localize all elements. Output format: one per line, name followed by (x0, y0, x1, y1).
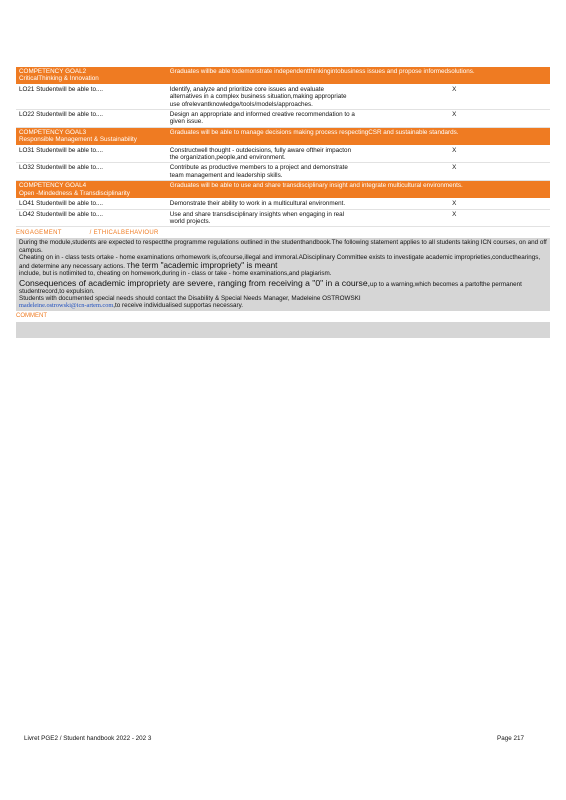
ethics-paragraph-1: During the module,students are expected to respectthe programme regulations outlined in the studenthandbook.The following statement applies to all students taking ICN courses, on and off campus. (19, 239, 547, 254)
ethics-paragraph-3: include, but is notlimited to, cheating on homework,during in - class or take - home examinations,and plagiarism. (19, 270, 332, 278)
comment-box[interactable] (16, 322, 550, 338)
learning-outcome-code: LO32 Studentwill be able to.... (16, 163, 167, 181)
learning-outcome-mark: X (358, 110, 550, 128)
competency-goal-row (16, 67, 550, 84)
page-footer (24, 735, 524, 742)
learning-outcome-text: Use and share transdisciplinary insights when engaging in real world projects. (167, 209, 359, 227)
learning-outcome-code: LO22 Studentwill be able to.... (16, 110, 167, 128)
learning-outcome-mark: X (358, 84, 550, 109)
learning-outcome-text: Constructwell thought - outdecisions, fully aware oftheir impacton the organization,people,and environment. (167, 145, 359, 163)
competency-goal-label (16, 181, 167, 199)
learning-outcome-mark: X (358, 209, 550, 227)
footer-page-number: Page 217 (497, 735, 524, 742)
learning-outcome-row (16, 199, 550, 209)
ethics-consequences-tail: up to a warning,which becomes a partofthe permanent studentrecord,to expulsion. (19, 280, 522, 295)
comment-heading: COMMENT (16, 313, 47, 320)
engagement-heading-label: ENGAGEMENT (16, 230, 62, 237)
learning-outcome-row (16, 163, 550, 181)
competency-goal-name: CriticalThinking & Innovation (19, 75, 99, 83)
learning-outcome-row (16, 209, 550, 227)
ethics-impropriety-definition: he term "academic impropriety" is meant (130, 260, 278, 270)
competency-goal-description: Graduates willbe able todemonstrate independentthinkingintobusiness issues and propose informedsolutions. (167, 67, 550, 84)
learning-outcome-mark: X (358, 145, 550, 163)
learning-outcome-code: LO21 Studentwill be able to.... (16, 84, 167, 109)
footer-document-title: Livret PGE2 / Student handbook 2022 - 202 3 (24, 735, 152, 742)
learning-outcome-row (16, 110, 550, 128)
learning-outcome-code: LO31 Studentwill be able to.... (16, 145, 167, 163)
competency-goal-description: Graduates will be able to manage decisions making process respectingCSR and sustainable standards. (167, 127, 550, 145)
learning-outcome-text: Design an appropriate and informed creative recommendation to a given issue. (167, 110, 359, 128)
learning-outcome-row (16, 145, 550, 163)
competency-goal-number: COMPETENCY GOAL3 (19, 128, 87, 136)
learning-outcome-text: Contribute as productive members to a project and demonstrate team management and leadership skills. (167, 163, 359, 181)
competency-goal-description: Graduates will be able to use and share transdisciplinary insight and integrate multicultural environments. (167, 181, 550, 199)
learning-outcome-text: Demonstrate their ability to work in a multicultural environment. (167, 199, 359, 209)
competency-goal-name: Responsible Management & Sustainability (19, 136, 137, 144)
ethics-paragraph-6 (19, 302, 547, 309)
ethics-paragraph-5: Students with documented special needs should contact the Disability & Special Needs Manager, Madeleine OSTROWSKI (19, 295, 361, 303)
ethics-consequences-text: Consequences of academic impropriety are severe, ranging from receiving a "0" in a course, (19, 277, 370, 288)
learning-outcome-mark: X (358, 199, 550, 209)
learning-outcome-mark: X (358, 163, 550, 181)
ethics-cheating-text: Cheating on in - class tests ortake - home examinations orhomework is,ofcourse,illegal and immoral.ADisciplinary Committee exists to investigate academic improprieties,conducthearings, and determine any necessary actions. T (19, 253, 541, 270)
ethics-statement (16, 238, 550, 311)
learning-outcome-text: Identify, analyze and prioritize core issues and evaluate alternatives in a complex business situation,making appropriate use ofrelevantknowledge/tools/models/approaches. (167, 84, 359, 109)
competency-goal-name: Open -Mindedness & Transdisciplinarity (19, 189, 130, 197)
competency-goal-row (16, 127, 550, 145)
competency-goal-row (16, 181, 550, 199)
ethics-support-text: ,to receive individualised supportas necessary. (113, 302, 244, 310)
competency-goal-number: COMPETENCY GOAL4 (19, 182, 87, 190)
page-content (16, 67, 550, 338)
ethics-paragraph-2 (19, 254, 547, 271)
manager-email-link[interactable]: madeleine.ostrowski@icn-artem.com (19, 302, 114, 310)
learning-outcome-code: LO41 Studentwill be able to.... (16, 199, 167, 209)
learning-outcome-code: LO42 Studentwill be able to.... (16, 209, 167, 227)
ethical-behaviour-heading-label: / ETHICALBEHAVIOUR (89, 230, 159, 237)
competency-goal-label (16, 67, 167, 84)
competency-goal-label (16, 127, 167, 145)
engagement-heading (16, 230, 550, 238)
competency-goal-number: COMPETENCY GOAL2 (19, 68, 87, 75)
ethics-paragraph-4 (19, 278, 547, 295)
competency-goals-table (16, 67, 550, 227)
learning-outcome-row (16, 84, 550, 109)
